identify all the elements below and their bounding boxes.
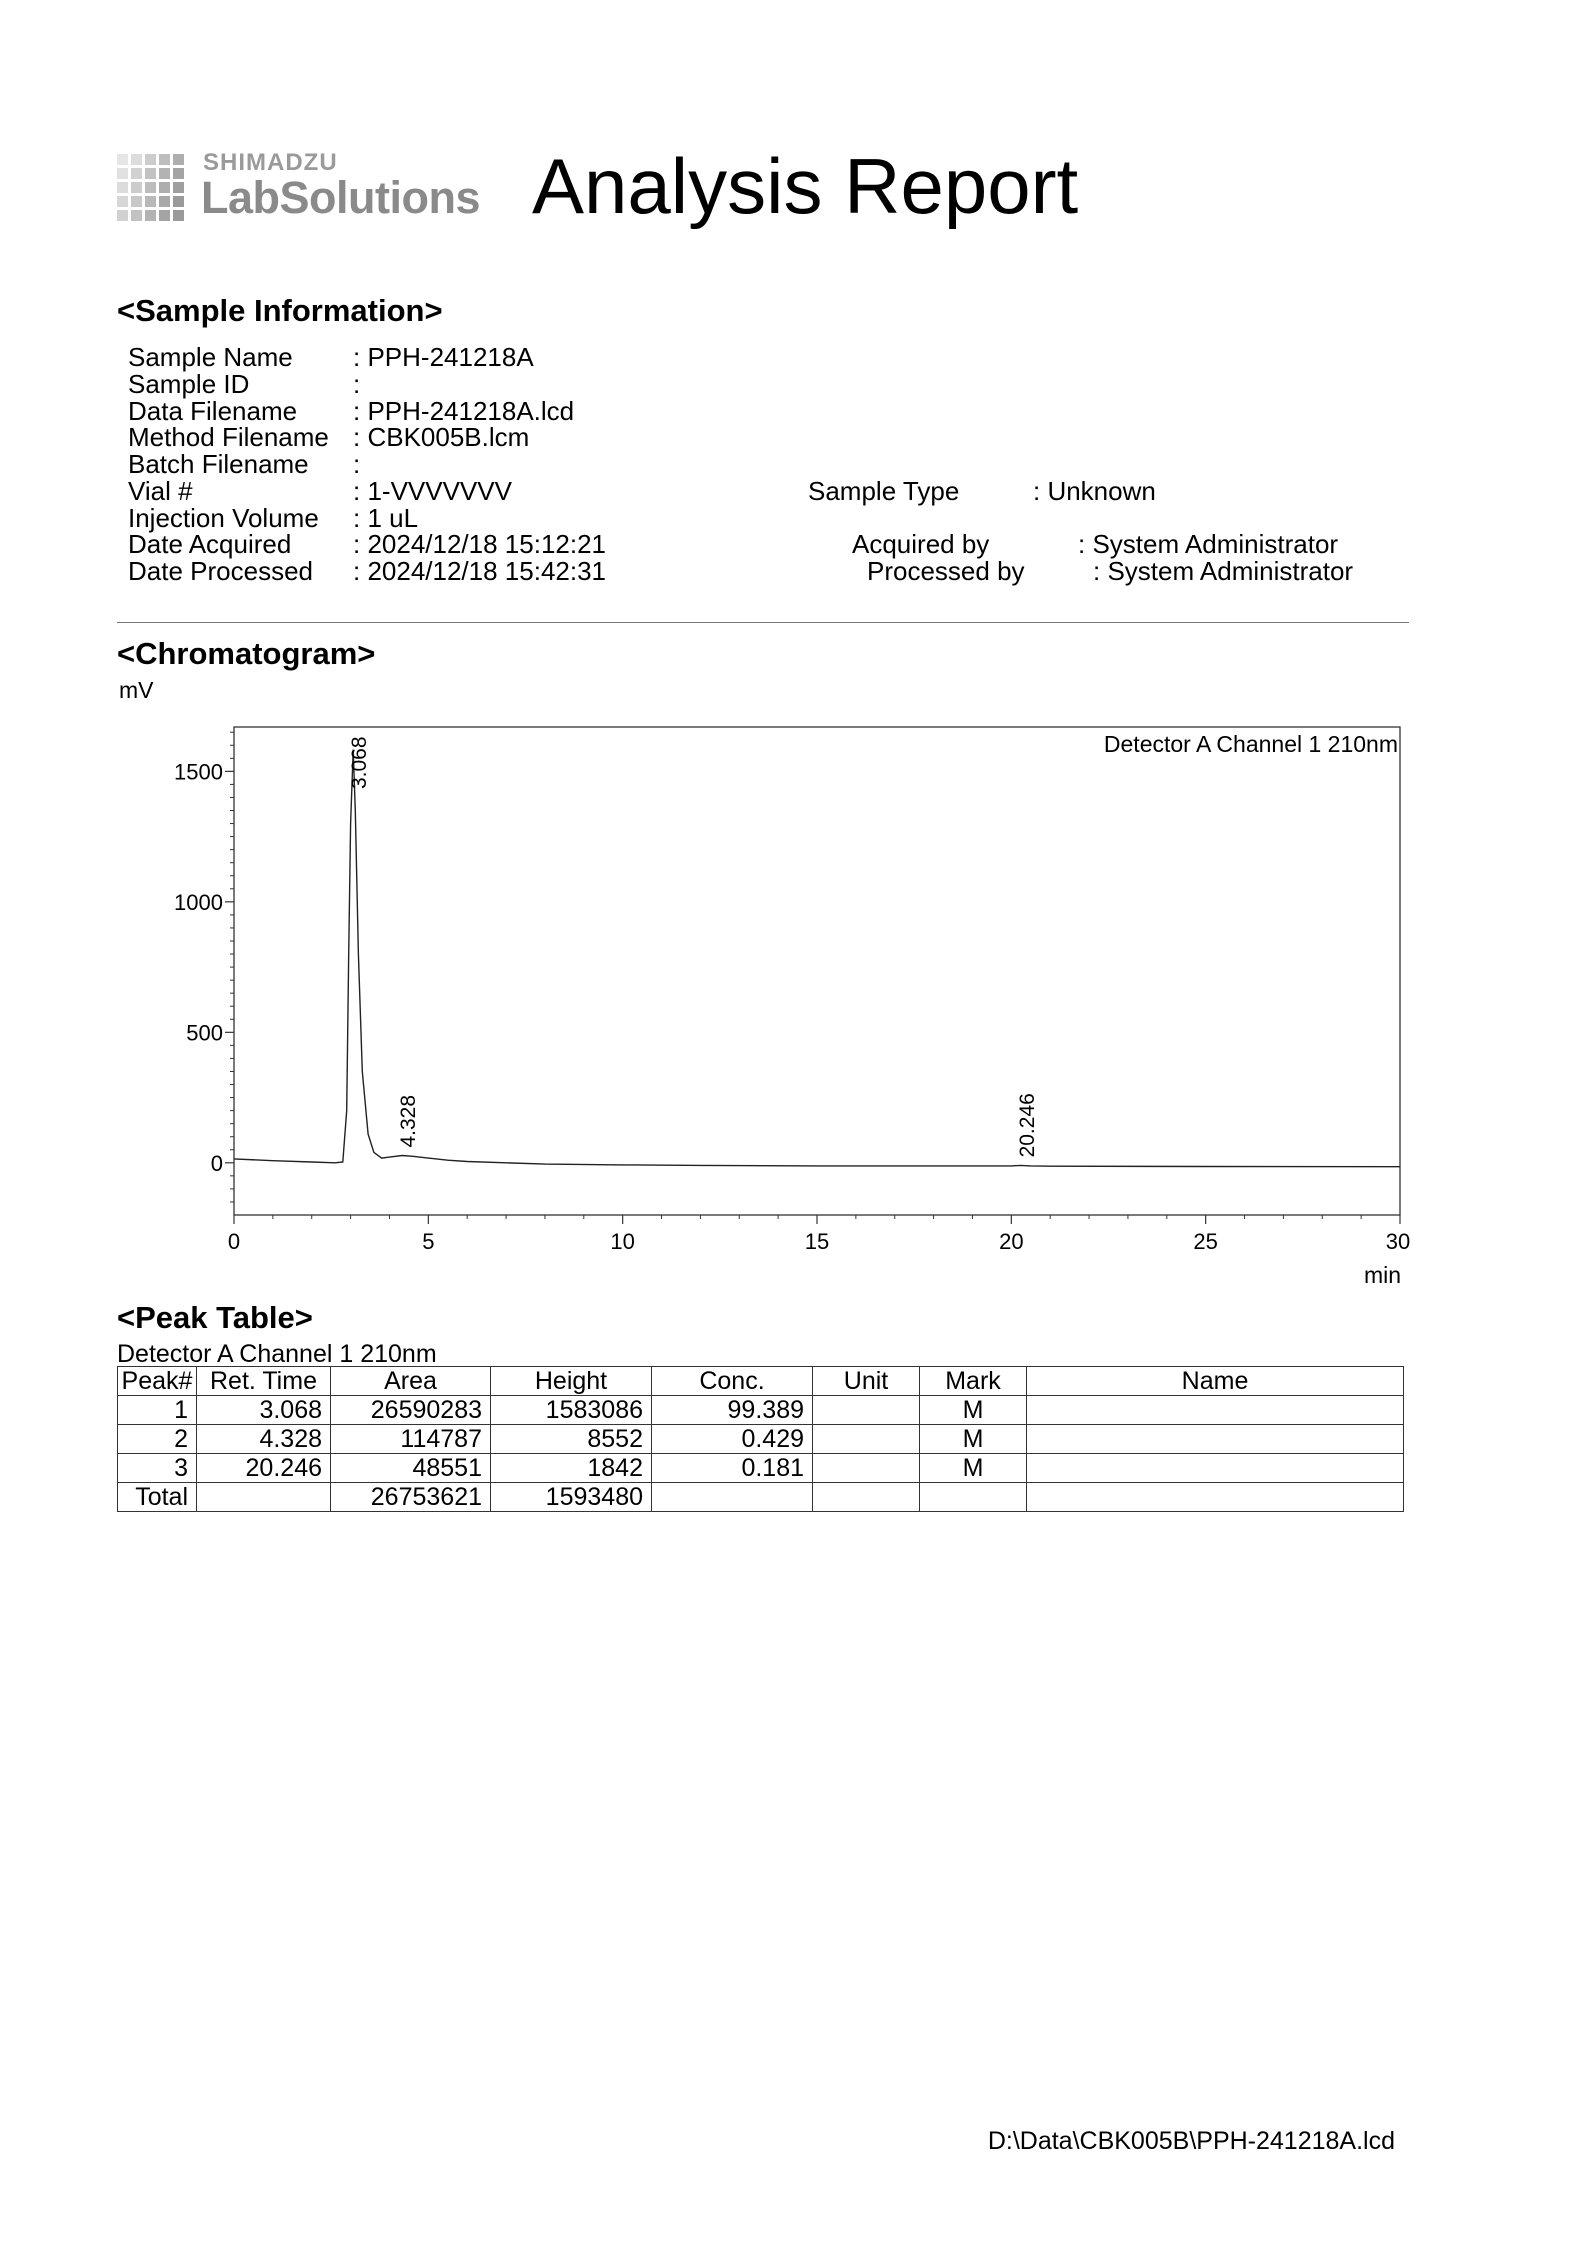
x-tick-label: 20 <box>999 1229 1024 1254</box>
processed-by-label: Processed by <box>867 556 1025 586</box>
conc: 99.389 <box>652 1396 813 1425</box>
sample-info-heading: <Sample Information> <box>117 293 443 328</box>
unit <box>813 1396 920 1425</box>
y-tick-label: 500 <box>186 1020 223 1046</box>
mark: M <box>920 1396 1027 1425</box>
legend-detector-label: Detector A Channel 1 210nm <box>1103 731 1398 757</box>
mark: M <box>920 1425 1027 1454</box>
table-total-row <box>118 1483 1404 1512</box>
batch-filename-value: : <box>353 449 361 479</box>
peak-name <box>1027 1396 1404 1425</box>
ret-time: 3.068 <box>197 1396 331 1425</box>
table-row <box>118 1396 1404 1425</box>
y-tick-label: 0 <box>210 1150 223 1176</box>
sample-name-value: : PPH-241218A <box>353 342 534 372</box>
peak-label: 20.246 <box>1015 1093 1039 1158</box>
y-tick-label: 1000 <box>174 889 223 915</box>
acquired-by-value: : System Administrator <box>1078 529 1339 559</box>
brand-product: LabSolutions <box>201 172 480 223</box>
col-area-header: Area <box>331 1367 491 1396</box>
ret-time: 4.328 <box>197 1425 331 1454</box>
total-unit <box>813 1483 920 1512</box>
processed-by-value: : System Administrator <box>1093 556 1354 586</box>
col-unit-header: Unit <box>813 1367 920 1396</box>
conc: 0.429 <box>652 1425 813 1454</box>
x-tick-label: 30 <box>1385 1229 1411 1254</box>
brand-maker: SHIMADZU <box>203 149 338 176</box>
total-label: Total <box>118 1483 197 1512</box>
height: 8552 <box>491 1425 652 1454</box>
sample-name-label: Sample Name <box>128 342 293 372</box>
footer-file-path: D:\Data\CBK005B\PPH-241218A.lcd <box>987 2127 1395 2155</box>
col-peak-header: Peak# <box>118 1367 197 1396</box>
acquired-by-label: Acquired by <box>852 529 990 559</box>
col-mark-header: Mark <box>920 1367 1027 1396</box>
method-filename-value: : CBK005B.lcm <box>353 422 530 452</box>
total-name <box>1027 1483 1404 1512</box>
ret-time: 20.246 <box>197 1454 331 1483</box>
data-filename-label: Data Filename <box>128 396 298 426</box>
y-axis-unit: mV <box>119 677 154 703</box>
date-acquired-label: Date Acquired <box>128 529 292 559</box>
peak-label: 3.068 <box>348 736 372 789</box>
sample-id-label: Sample ID <box>128 369 250 399</box>
chromatogram-heading: <Chromatogram> <box>117 636 376 671</box>
injection-volume-value: : 1 uL <box>353 503 419 533</box>
peak-number: 1 <box>118 1396 197 1425</box>
total-mark <box>920 1483 1027 1512</box>
date-processed-value: : 2024/12/18 15:42:31 <box>353 556 607 586</box>
sample-type-value: : Unknown <box>1033 476 1156 506</box>
peak-name <box>1027 1425 1404 1454</box>
x-tick-label: 10 <box>610 1229 635 1254</box>
x-tick-label: 25 <box>1193 1229 1218 1254</box>
x-tick-label: 5 <box>422 1229 435 1254</box>
total-area: 26753621 <box>331 1483 491 1512</box>
method-filename-label: Method Filename <box>128 422 329 452</box>
total-ret-time <box>197 1483 331 1512</box>
table-row <box>118 1454 1404 1483</box>
y-tick-label: 1500 <box>174 759 223 785</box>
unit <box>813 1454 920 1483</box>
x-axis-unit: min <box>1364 1262 1402 1288</box>
col-name-header: Name <box>1027 1367 1404 1396</box>
table-row <box>118 1425 1404 1454</box>
mark: M <box>920 1454 1027 1483</box>
total-conc <box>652 1483 813 1512</box>
height: 1842 <box>491 1454 652 1483</box>
area: 48551 <box>331 1454 491 1483</box>
vial-label: Vial # <box>128 476 193 506</box>
peak-table-header-row <box>118 1367 1404 1396</box>
peak-table <box>117 1366 1404 1512</box>
total-height: 1593480 <box>491 1483 652 1512</box>
col-ret-time-header: Ret. Time <box>197 1367 331 1396</box>
chromatogram-chart <box>140 700 1440 1300</box>
area: 114787 <box>331 1425 491 1454</box>
unit <box>813 1425 920 1454</box>
sample-type-label: Sample Type <box>808 476 960 506</box>
data-filename-value: : PPH-241218A.lcd <box>353 396 575 426</box>
injection-volume-label: Injection Volume <box>128 503 319 533</box>
date-acquired-value: : 2024/12/18 15:12:21 <box>353 529 607 559</box>
peak-number: 2 <box>118 1425 197 1454</box>
labsolutions-logo-icon <box>117 154 185 224</box>
date-processed-label: Date Processed <box>128 556 313 586</box>
batch-filename-label: Batch Filename <box>128 449 309 479</box>
area: 26590283 <box>331 1396 491 1425</box>
x-tick-label: 15 <box>804 1229 830 1254</box>
col-height-header: Height <box>491 1367 652 1396</box>
peak-table-heading: <Peak Table> <box>117 1300 313 1335</box>
col-conc-header: Conc. <box>652 1367 813 1396</box>
peak-label: 4.328 <box>397 1094 421 1148</box>
peak-number: 3 <box>118 1454 197 1483</box>
conc: 0.181 <box>652 1454 813 1483</box>
peak-name <box>1027 1454 1404 1483</box>
x-tick-label: 0 <box>227 1229 241 1254</box>
height: 1583086 <box>491 1396 652 1425</box>
sample-id-value: : <box>353 369 361 399</box>
vial-value: : 1-VVVVVVV <box>353 476 512 506</box>
report-title: Analysis Report <box>532 142 1079 230</box>
peak-table-detector-label: Detector A Channel 1 210nm <box>117 1340 437 1368</box>
section-divider <box>117 622 1409 623</box>
